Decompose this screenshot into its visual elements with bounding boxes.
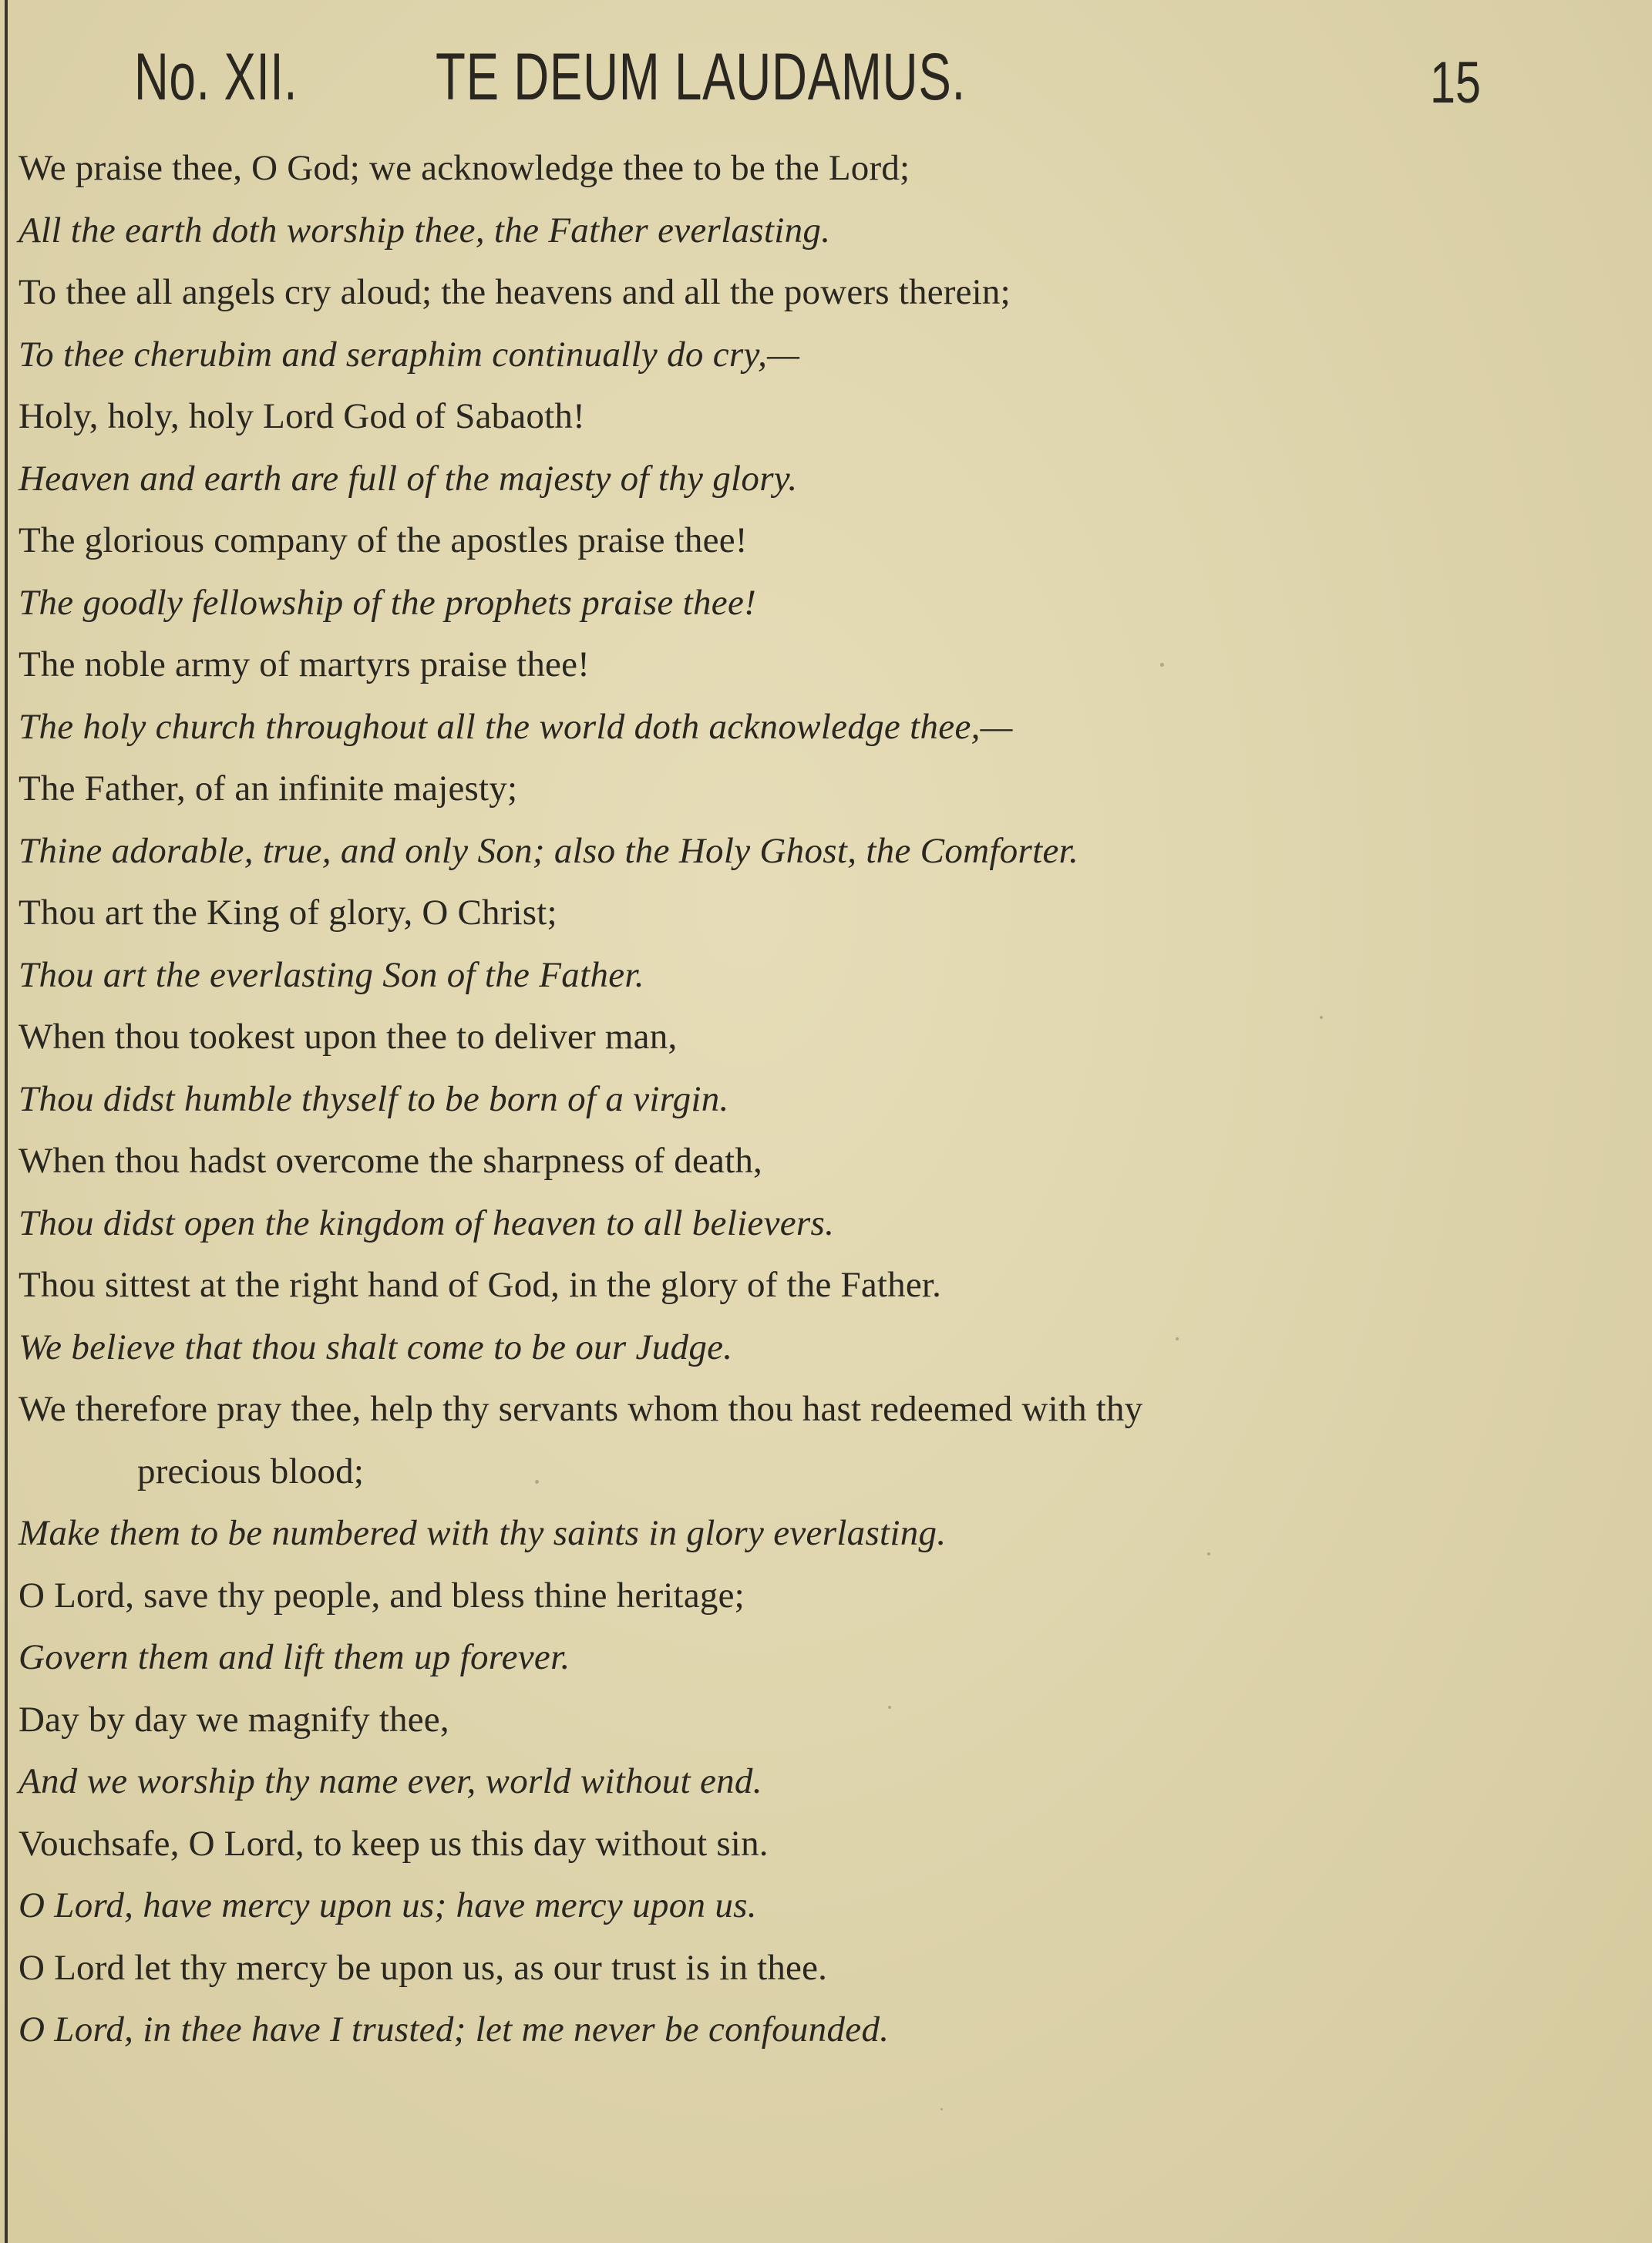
- verse-text: O Lord, in thee have I trusted; let me never be confounded.: [19, 2009, 890, 2050]
- verse-line: [19, 1317, 1637, 1379]
- verse-line: [19, 1192, 1637, 1255]
- verse-text: Thine adorable, true, and only Son; also the Holy Ghost, the Comforter.: [19, 830, 1079, 871]
- verse-text: Thou art the everlasting Son of the Father.: [19, 954, 644, 995]
- paper-speck: [1160, 663, 1164, 667]
- verse-text: Make them to be numbered with thy saints in glory everlasting.: [19, 1513, 947, 1553]
- verse-line: [19, 1130, 1637, 1192]
- verse-line: [19, 1068, 1637, 1131]
- hymn-number: No. XII.: [134, 40, 298, 114]
- verse-text: And we worship thy name ever, world without end.: [19, 1761, 762, 1801]
- verse-text: To thee all angels cry aloud; the heavens and all the powers therein;: [19, 272, 1011, 312]
- verse-line: [19, 758, 1637, 820]
- verse-line: [19, 1875, 1637, 1937]
- verse-text: To thee cherubim and seraphim continually do cry,—: [19, 334, 800, 375]
- verse-text: Holy, holy, holy Lord God of Sabaoth!: [19, 396, 585, 436]
- page-number: 15: [1430, 50, 1481, 116]
- verse-line: [19, 944, 1637, 1007]
- verse-line: [19, 634, 1637, 696]
- verse-line: [19, 820, 1637, 883]
- verse-line: [19, 1565, 1637, 1627]
- verse-line: [19, 696, 1637, 758]
- verse-line: [19, 1006, 1637, 1068]
- verse-text: The noble army of martyrs praise thee!: [19, 644, 590, 684]
- verse-text: Thou art the King of glory, O Christ;: [19, 893, 557, 933]
- verse-text: The holy church throughout all the world doth acknowledge thee,—: [19, 706, 1013, 747]
- verse-continuation: precious blood;: [137, 1451, 365, 1491]
- verse-text: The glorious company of the apostles praise thee!: [19, 520, 748, 560]
- verse-line: [19, 261, 1637, 324]
- verse-text: Thou didst humble thyself to be born of a virgin.: [19, 1078, 729, 1119]
- page-header: [0, 39, 1652, 131]
- verse-text: O Lord, save thy people, and bless thine heritage;: [19, 1575, 745, 1616]
- paper-speck: [1176, 1337, 1179, 1340]
- verse-line: [19, 1999, 1637, 2061]
- verse-text: We therefore pray thee, help thy servants whom thou hast redeemed with thy: [19, 1389, 1143, 1429]
- verse-text: The goodly fellowship of the prophets praise thee!: [19, 582, 757, 623]
- verse-list: [19, 137, 1637, 2061]
- verse-line: [19, 448, 1637, 510]
- verse-text: We praise thee, O God; we acknowledge thee to be the Lord;: [19, 148, 910, 188]
- page-binding-edge: [5, 0, 8, 2243]
- verse-line: [19, 1813, 1637, 1875]
- verse-line: [19, 882, 1637, 944]
- verse-text: Govern them and lift them up forever.: [19, 1637, 570, 1677]
- paper-speck: [940, 2108, 943, 2110]
- verse-text: When thou hadst overcome the sharpness of death,: [19, 1141, 762, 1181]
- paper-speck: [1207, 1552, 1210, 1555]
- verse-text: Heaven and earth are full of the majesty of thy glory.: [19, 458, 798, 499]
- verse-line: [19, 1254, 1637, 1317]
- verse-text: We believe that thou shalt come to be our Judge.: [19, 1327, 733, 1367]
- verse-line: [19, 1502, 1637, 1565]
- verse-text: All the earth doth worship thee, the Father everlasting.: [19, 210, 831, 251]
- verse-text: Thou sittest at the right hand of God, in the glory of the Father.: [19, 1265, 942, 1305]
- paper-speck: [888, 1706, 891, 1709]
- hymn-title: TE DEUM LAUDAMUS.: [436, 40, 966, 114]
- verse-line: [19, 572, 1637, 634]
- verse-line: [19, 200, 1637, 262]
- verse-text: Thou didst open the kingdom of heaven to all believers.: [19, 1202, 835, 1243]
- verse-line: [19, 1750, 1637, 1813]
- verse-text: Day by day we magnify thee,: [19, 1699, 449, 1740]
- verse-text: O Lord let thy mercy be upon us, as our trust is in thee.: [19, 1947, 828, 1988]
- verse-text: The Father, of an infinite majesty;: [19, 768, 518, 809]
- paper-speck: [1320, 1016, 1323, 1019]
- paper-speck: [535, 1480, 539, 1484]
- verse-text: Vouchsafe, O Lord, to keep us this day without sin.: [19, 1823, 769, 1864]
- verse-line: [19, 1689, 1637, 1751]
- verse-line: [19, 1626, 1637, 1689]
- verse-line: [19, 385, 1637, 448]
- verse-line: [19, 1378, 1637, 1502]
- verse-line: [19, 324, 1637, 386]
- verse-line: [19, 509, 1637, 572]
- verse-text: When thou tookest upon thee to deliver man,: [19, 1017, 678, 1057]
- verse-line: [19, 137, 1637, 200]
- verse-line: [19, 1937, 1637, 1999]
- verse-text: O Lord, have mercy upon us; have mercy upon us.: [19, 1885, 757, 1925]
